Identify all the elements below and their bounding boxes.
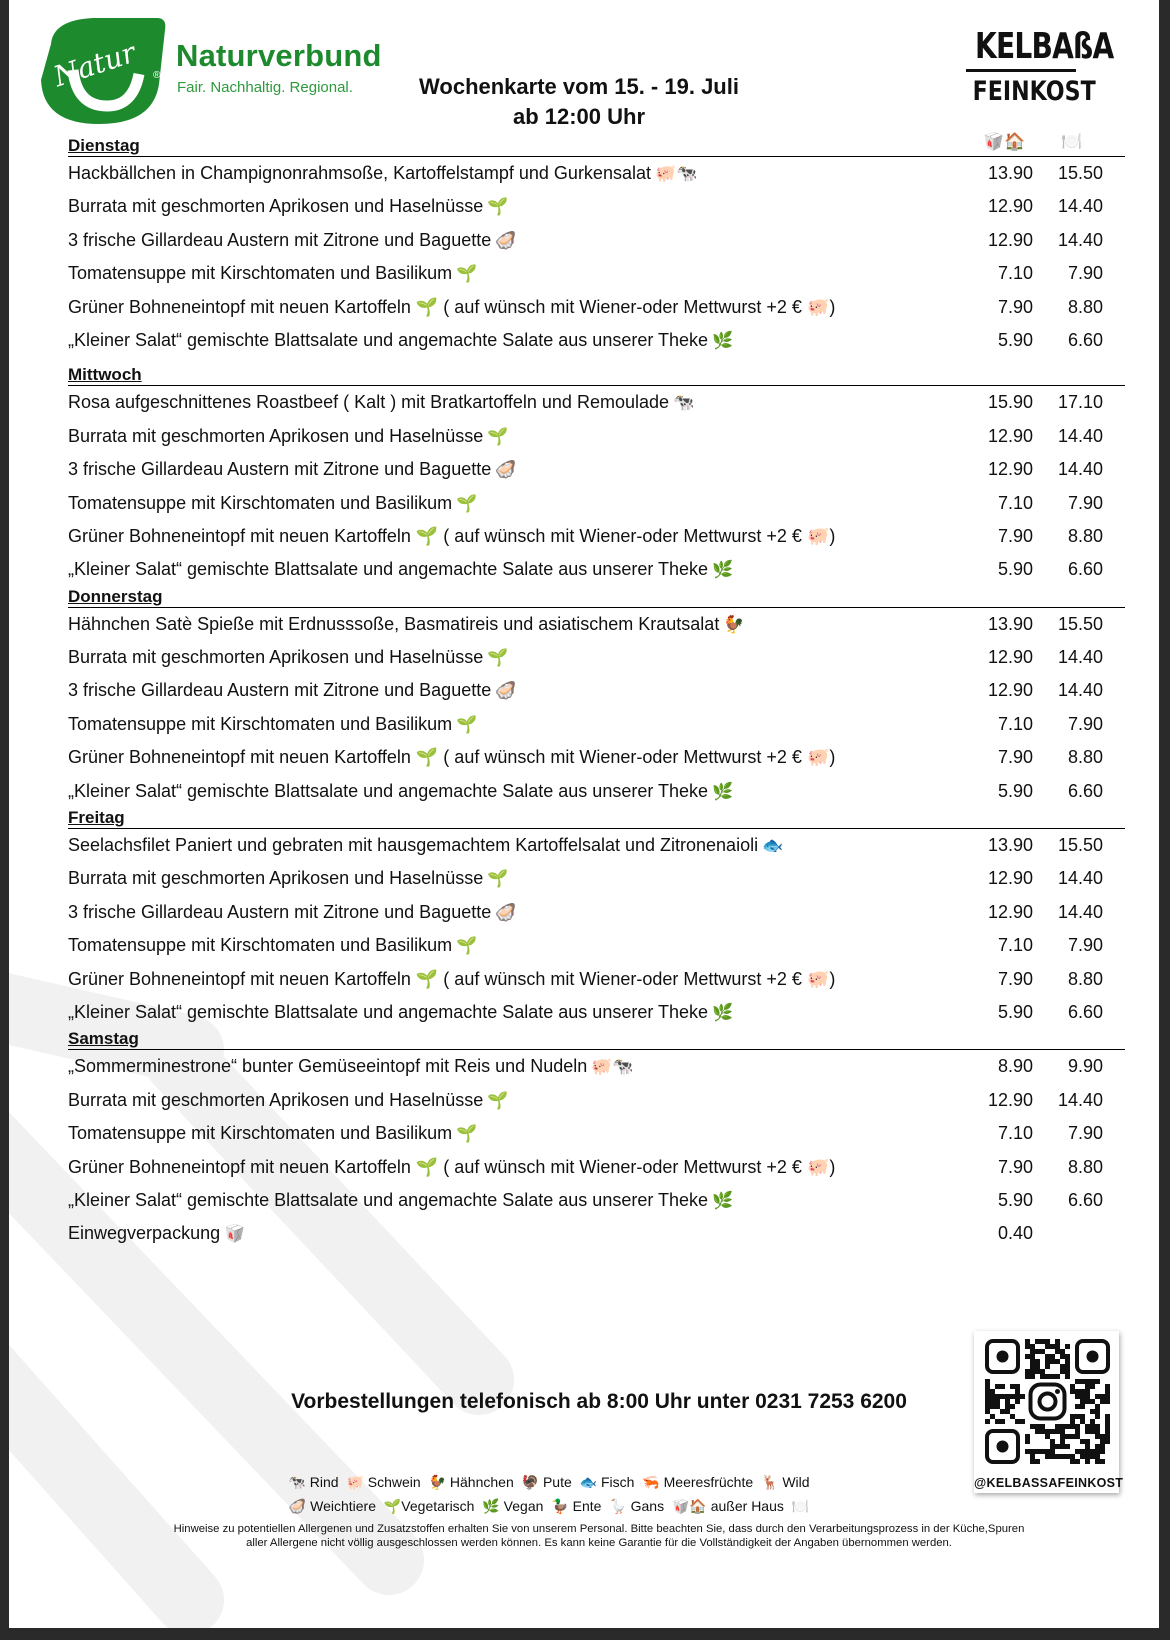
dish-text: 3 frische Gillardeau Austern mit Zitrone und Baguette	[68, 680, 492, 701]
price-dine-in: 6.60	[1067, 780, 1103, 801]
legend-item: 🦐 Meeresfrüchte	[642, 1474, 754, 1490]
dish-category-icon: 🐄	[673, 393, 695, 414]
dish-name	[68, 775, 733, 809]
price-takeaway: 12.90	[987, 680, 1033, 701]
price-dine-in: 7.90	[1067, 1123, 1103, 1144]
price-takeaway: 5.90	[997, 329, 1033, 350]
price-dine-in: 8.80	[1067, 1156, 1103, 1177]
logo-text: Natur	[49, 35, 140, 94]
dish-category-icon: 🌿	[712, 560, 734, 581]
dish-name	[68, 1217, 245, 1251]
dish-name	[68, 963, 835, 996]
day-heading: Dienstag	[68, 136, 1125, 157]
dish-name	[68, 929, 477, 963]
price-takeaway: 5.90	[997, 559, 1033, 580]
dish-text: Rosa aufgeschnittenes Roastbeef ( Kalt ) mit Bratkartoffeln und Remoulade	[68, 392, 669, 413]
legend-line-1	[209, 1474, 889, 1491]
legend-item: 🪿 Gans	[609, 1498, 665, 1514]
price-takeaway: 12.90	[987, 459, 1033, 480]
kelbassa-name: KELBAßA	[974, 26, 1114, 67]
price-dine-in: 14.40	[1057, 868, 1103, 889]
qr-code-icon	[974, 1331, 1119, 1471]
dish-text: „Kleiner Salat“ gemischte Blattsalate und angemachte Salate aus unserer Theke	[68, 329, 709, 350]
dish-text: „Kleiner Salat“ gemischte Blattsalate und angemachte Salate aus unserer Theke	[68, 559, 709, 580]
naturverbund-logo	[33, 14, 169, 128]
dish-category-icon: 🐟	[762, 836, 784, 857]
menu-item-row	[68, 708, 1125, 741]
dish-text: Seelachsfilet Paniert und gebraten mit hausgemachtem Kartoffelsalat und Zitronenaioli	[68, 835, 759, 856]
dish-name	[68, 190, 508, 224]
menu-item-row	[68, 996, 1125, 1029]
dish-name	[68, 1184, 733, 1218]
menu-item-row	[68, 829, 1125, 862]
price-dine-in: 15.50	[1057, 163, 1103, 183]
dish-text: „Kleiner Salat“ gemischte Blattsalate und angemachte Salate aus unserer Theke	[68, 1001, 709, 1022]
dish-name	[68, 420, 508, 454]
menu-item-row	[68, 224, 1125, 257]
dish-text: Tomatensuppe mit Kirschtomaten und Basilikum	[68, 935, 453, 956]
legend-item: 🌿 Vegan	[482, 1498, 544, 1514]
menu-page	[9, 0, 1159, 1628]
day-heading: Mittwoch	[68, 365, 1125, 386]
legend-item: 🦪 Weichtiere	[288, 1498, 376, 1514]
price-dine-in: 6.60	[1067, 329, 1103, 350]
dish-category-icon: 🌿	[712, 781, 734, 802]
price-takeaway: 8.90	[997, 1056, 1033, 1077]
price-dine-in: 6.60	[1067, 559, 1103, 580]
menu-item-row	[68, 608, 1125, 641]
menu-list	[68, 136, 1125, 1251]
menu-item-row	[68, 929, 1125, 962]
dish-text: Hackbällchen in Champignonrahmsoße, Kartoffelstampf und Gurkensalat	[68, 163, 651, 183]
menu-item-row	[68, 324, 1125, 357]
dish-name	[68, 862, 508, 896]
menu-item-row	[68, 896, 1125, 929]
dish-name	[68, 829, 783, 863]
price-takeaway: 12.90	[987, 229, 1033, 250]
dish-text: Grüner Bohneneintopf mit neuen Kartoffeln 🌱 ( auf wünsch mit Wiener-oder Mettwurst +2 € 🐖)	[68, 296, 836, 317]
dish-category-icon: 🦪	[495, 230, 517, 251]
price-takeaway: 12.90	[987, 1089, 1033, 1110]
price-takeaway: 12.90	[987, 647, 1033, 668]
dish-category-icon: 🌿	[712, 330, 734, 351]
week-title-text: Wochenkarte vom 15. - 19. Juli	[419, 74, 739, 99]
price-takeaway: 7.10	[997, 935, 1033, 956]
dish-name	[68, 453, 516, 487]
price-takeaway: 7.90	[997, 296, 1033, 317]
menu-item-row	[68, 1184, 1125, 1217]
allergen-disclaimer	[79, 1522, 1119, 1550]
price-dine-in: 6.60	[1067, 1189, 1103, 1210]
price-takeaway: 13.90	[987, 613, 1033, 634]
dish-text: 3 frische Gillardeau Austern mit Zitrone und Baguette	[68, 901, 492, 922]
dish-category-icon: 🌱	[456, 264, 478, 285]
dish-text: Grüner Bohneneintopf mit neuen Kartoffeln 🌱 ( auf wünsch mit Wiener-oder Mettwurst +2 € 🐖)	[68, 525, 836, 546]
price-takeaway: 13.90	[987, 163, 1033, 183]
price-dine-in: 8.80	[1067, 525, 1103, 546]
dish-text: 3 frische Gillardeau Austern mit Zitrone und Baguette	[68, 229, 492, 250]
legend-item: 🦌 Wild	[761, 1474, 810, 1490]
dish-name	[68, 708, 477, 742]
legend-line-2	[209, 1498, 889, 1515]
price-dine-in: 8.80	[1067, 968, 1103, 989]
day-heading: Freitag	[68, 808, 1125, 829]
dish-text: Einwegverpackung	[68, 1223, 221, 1244]
price-takeaway: 7.10	[997, 492, 1033, 513]
price-dine-in: 15.50	[1057, 613, 1103, 634]
menu-item-row	[68, 1084, 1125, 1117]
dish-name	[68, 257, 477, 291]
dish-name	[68, 324, 733, 358]
price-takeaway: 7.10	[997, 263, 1033, 284]
dish-text: Grüner Bohneneintopf mit neuen Kartoffeln 🌱 ( auf wünsch mit Wiener-oder Mettwurst +2 € 🐖)	[68, 968, 836, 989]
legend-item: 🥡🏠 außer Haus	[671, 1498, 784, 1514]
kelbassa-logo	[962, 26, 1114, 108]
legend-item: 🌱Vegetarisch	[383, 1498, 475, 1514]
dish-text: Tomatensuppe mit Kirschtomaten und Basilikum	[68, 492, 453, 513]
dish-name	[68, 741, 835, 774]
menu-item-row	[68, 157, 1125, 190]
menu-item-row	[68, 291, 1125, 324]
week-title	[389, 72, 769, 132]
price-dine-in: 7.90	[1067, 492, 1103, 513]
price-takeaway: 7.90	[997, 968, 1033, 989]
menu-item-row	[68, 386, 1125, 419]
price-dine-in: 8.80	[1067, 296, 1103, 317]
dish-text: Burrata mit geschmorten Aprikosen und Haselnüsse	[68, 425, 484, 446]
price-dine-in: 8.80	[1067, 747, 1103, 768]
kelbassa-sub: FEINKOST	[972, 76, 1096, 107]
brand-tagline: Fair. Nachhaltig. Regional.	[177, 79, 353, 96]
price-takeaway: 12.90	[987, 868, 1033, 889]
dish-category-icon: 🌱	[487, 869, 509, 890]
dish-text: „Sommerminestrone“ bunter Gemüseeintopf mit Reis und Nudeln	[68, 1056, 588, 1077]
menu-item-row	[68, 1117, 1125, 1150]
price-takeaway: 5.90	[997, 1001, 1033, 1022]
dish-name	[68, 1117, 477, 1151]
dish-category-icon: 🐓	[723, 614, 745, 635]
dish-name	[68, 224, 516, 258]
legend-item: 🐓 Hähnchen	[428, 1474, 514, 1490]
dish-text: Tomatensuppe mit Kirschtomaten und Basilikum	[68, 1123, 453, 1144]
menu-item-row	[68, 257, 1125, 290]
price-dine-in: 6.60	[1067, 1001, 1103, 1022]
menu-item-row	[68, 487, 1125, 520]
price-takeaway: 7.90	[997, 1156, 1033, 1177]
dish-name	[68, 896, 516, 930]
dish-text: Grüner Bohneneintopf mit neuen Kartoffeln 🌱 ( auf wünsch mit Wiener-oder Mettwurst +2 € 🐖)	[68, 747, 836, 768]
dish-category-icon: 🌱	[487, 197, 509, 218]
menu-item-row	[68, 520, 1125, 553]
dish-name	[68, 386, 694, 420]
dish-text: Tomatensuppe mit Kirschtomaten und Basilikum	[68, 713, 453, 734]
price-dine-in: 7.90	[1067, 263, 1103, 284]
dish-category-icon: 🌿	[712, 1190, 734, 1211]
takeaway-column-icon: 🥡🏠	[983, 132, 1026, 151]
legend-item: 🦆 Ente	[551, 1498, 602, 1514]
dish-name	[68, 641, 508, 675]
price-takeaway: 0.40	[997, 1223, 1033, 1244]
price-takeaway: 7.10	[997, 713, 1033, 734]
price-dine-in: 14.40	[1057, 901, 1103, 922]
instagram-qr-card[interactable]	[974, 1331, 1124, 1493]
day-heading: Samstag	[68, 1029, 1125, 1050]
disclaimer-line-2: aller Allergene nicht völlig ausgeschlossen werden können. Es kann keine Garantie für die Vollständigkeit der Angaben übernommen werden.	[246, 1537, 952, 1549]
dish-name	[68, 291, 835, 324]
dish-name	[68, 608, 745, 642]
legend-item: 🐟 Fisch	[579, 1474, 635, 1490]
price-dine-in: 14.40	[1057, 680, 1103, 701]
price-takeaway: 5.90	[997, 780, 1033, 801]
dish-category-icon: 🌱	[456, 714, 478, 735]
menu-item-row	[68, 453, 1125, 486]
menu-item-row	[68, 741, 1125, 774]
dish-category-icon: 🦪	[495, 681, 517, 702]
dish-text: 3 frische Gillardeau Austern mit Zitrone und Baguette	[68, 459, 492, 480]
dish-text: Burrata mit geschmorten Aprikosen und Haselnüsse	[68, 1089, 484, 1110]
price-takeaway: 7.90	[997, 747, 1033, 768]
dish-category-icon: 🐖🐄	[654, 164, 698, 184]
dish-name	[68, 1050, 634, 1084]
legend-item: 🦃 Pute	[521, 1474, 572, 1490]
menu-item-row	[68, 553, 1125, 586]
menu-item-row	[68, 1151, 1125, 1184]
menu-item-row	[68, 1217, 1125, 1250]
dish-category-icon: 🌱	[487, 426, 509, 447]
price-takeaway: 12.90	[987, 901, 1033, 922]
dish-name	[68, 996, 733, 1030]
legend-item: 🍽️	[791, 1498, 810, 1514]
legend-item: 🐖 Schwein	[346, 1474, 421, 1490]
menu-item-row	[68, 641, 1125, 674]
price-dine-in: 17.10	[1057, 392, 1103, 413]
logo-divider	[966, 69, 1076, 72]
price-dine-in: 14.40	[1057, 647, 1103, 668]
price-takeaway: 13.90	[987, 835, 1033, 856]
menu-item-row	[68, 190, 1125, 223]
price-takeaway: 15.90	[987, 392, 1033, 413]
dish-category-icon: 🌿	[712, 1002, 734, 1023]
price-takeaway: 7.10	[997, 1123, 1033, 1144]
dish-name	[68, 1151, 835, 1184]
dish-name	[68, 157, 697, 191]
dish-text: Burrata mit geschmorten Aprikosen und Haselnüsse	[68, 868, 484, 889]
dish-name	[68, 674, 516, 708]
dish-category-icon: 🌱	[487, 1090, 509, 1111]
brand-name: Naturverbund	[176, 38, 382, 73]
menu-item-row	[68, 1050, 1125, 1083]
dish-text: Hähnchen Satè Spieße mit Erdnusssoße, Basmatireis und asiatischem Krautsalat	[68, 613, 720, 634]
dish-category-icon: 🌱	[456, 493, 478, 514]
dish-text: Grüner Bohneneintopf mit neuen Kartoffeln 🌱 ( auf wünsch mit Wiener-oder Mettwurst +2 € 🐖)	[68, 1156, 836, 1177]
dish-category-icon: 🦪	[495, 902, 517, 923]
dish-text: „Kleiner Salat“ gemischte Blattsalate und angemachte Salate aus unserer Theke	[68, 780, 709, 801]
dish-name	[68, 553, 733, 587]
price-dine-in: 15.50	[1057, 835, 1103, 856]
price-dine-in: 14.40	[1057, 1089, 1103, 1110]
price-takeaway: 5.90	[997, 1189, 1033, 1210]
dish-text: Burrata mit geschmorten Aprikosen und Haselnüsse	[68, 647, 484, 668]
legend-item: 🐄 Rind	[288, 1474, 339, 1490]
menu-item-row	[68, 775, 1125, 808]
svg-text:®: ®	[153, 70, 161, 81]
price-dine-in: 14.40	[1057, 229, 1103, 250]
dish-text: Burrata mit geschmorten Aprikosen und Haselnüsse	[68, 196, 484, 217]
dish-name	[68, 520, 835, 553]
price-takeaway: 12.90	[987, 196, 1033, 217]
menu-item-row	[68, 420, 1125, 453]
dish-name	[68, 487, 477, 521]
dine-in-column-icon: 🍽️	[1061, 132, 1083, 151]
price-takeaway: 7.90	[997, 525, 1033, 546]
menu-item-row	[68, 674, 1125, 707]
day-heading: Donnerstag	[68, 587, 1125, 608]
dish-category-icon: 🌱	[456, 1124, 478, 1145]
dish-category-icon: 🐖🐄	[591, 1057, 634, 1078]
price-dine-in: 9.90	[1067, 1056, 1103, 1077]
price-takeaway: 12.90	[987, 425, 1033, 446]
price-dine-in: 14.40	[1057, 196, 1103, 217]
dish-text: Tomatensuppe mit Kirschtomaten und Basilikum	[68, 263, 453, 284]
preorder-phone-line: Vorbestellungen telefonisch ab 8:00 Uhr unter 0231 7253 6200	[291, 1390, 907, 1413]
dish-category-icon: 🥡	[224, 1224, 246, 1245]
dish-category-icon: 🌱	[456, 936, 478, 957]
price-dine-in: 7.90	[1067, 713, 1103, 734]
price-dine-in: 14.40	[1057, 459, 1103, 480]
dish-name	[68, 1084, 508, 1118]
instagram-handle: @KELBASSAFEINKOST	[974, 1476, 1124, 1490]
dish-category-icon: 🌱	[487, 648, 509, 669]
disclaimer-line-1: Hinweise zu potentiellen Allergenen und Zusatzstoffen erhalten Sie von unserem Personal. Bitte beachten Sie, dass durch den Verarbeitungsprozess in der Küche,Spuren	[173, 1523, 1025, 1535]
menu-item-row	[68, 963, 1125, 996]
menu-item-row	[68, 862, 1125, 895]
price-dine-in: 7.90	[1067, 935, 1103, 956]
price-dine-in: 14.40	[1057, 425, 1103, 446]
dish-category-icon: 🦪	[495, 460, 517, 481]
start-time: ab 12:00 Uhr	[512, 104, 646, 129]
dish-text: „Kleiner Salat“ gemischte Blattsalate und angemachte Salate aus unserer Theke	[68, 1189, 709, 1210]
